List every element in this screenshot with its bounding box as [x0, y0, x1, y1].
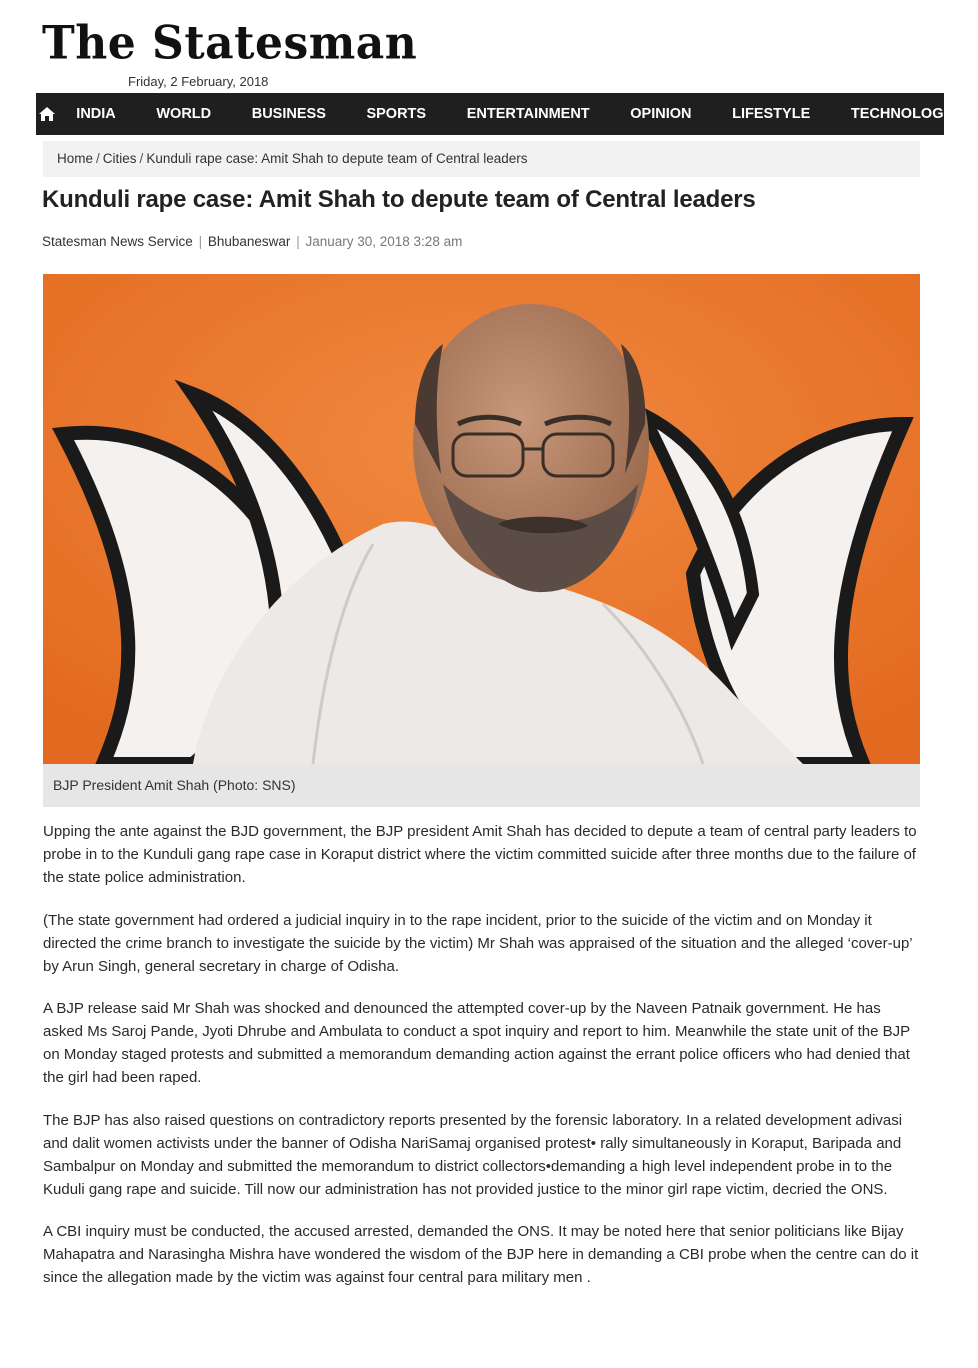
site-logo[interactable]: The Statesman	[42, 16, 418, 71]
article-title: Kunduli rape case: Amit Shah to depute team of Central leaders	[42, 186, 756, 213]
main-nav	[36, 93, 954, 135]
article-paragraph: (The state government had ordered a judicial inquiry in to the rape incident, prior to the suicide of the victim and on Monday it directed the crime branch to investigate the suicide by the victim) Mr Shah was appraised of the situation and the alleged ‘cover-up’ by Arun Singh, general secretary in charge of Odisha.	[43, 911, 913, 975]
nav-item-technology[interactable]: TECHNOLOGY	[850, 106, 954, 122]
byline: Statesman News Service | Bhubaneswar | January 30, 2018 3:28 am	[42, 234, 463, 249]
nav-item-business[interactable]: BUSINESS	[251, 106, 326, 122]
masthead	[42, 18, 417, 70]
image-caption: BJP President Amit Shah (Photo: SNS)	[43, 764, 920, 807]
nav-item-india[interactable]: INDIA	[76, 106, 116, 122]
nav-item-opinion[interactable]: OPINION	[630, 106, 692, 122]
home-icon[interactable]	[38, 93, 56, 135]
article-hero-image	[43, 274, 920, 764]
nav-item-world[interactable]: WORLD	[156, 106, 212, 122]
article-paragraph: The BJP has also raised questions on contradictory reports presented by the forensic laboratory. In a related development adivasi and dalit women activists under the banner of Odisha NariSamaj organised protest• rally simultaneously in Koraput, Baripada and Sambalpur on Monday and submitted the memorandum to district collectors•demanding a high level independent probe in to the Kuduli gang rape and suicide. Till now our administration has not provided justice to the minor girl rape victim, decried the ONS.	[43, 1111, 903, 1198]
nav-item-lifestyle[interactable]: LIFESTYLE	[732, 106, 811, 122]
article-paragraph: A CBI inquiry must be conducted, the accused arrested, demanded the ONS. It may be noted here that senior politicians like Bijay Mahapatra and Narasingha Mishra have wondered the wisdom of the BJP here in demanding a CBI probe when the centre can do it since the allegation made by the victim was against four central para military men .	[43, 1223, 919, 1286]
article-body	[43, 820, 923, 1309]
nav-item-entertainment[interactable]: ENTERTAINMENT	[466, 106, 590, 122]
breadcrumb-home[interactable]: Home	[57, 151, 94, 166]
location[interactable]: Bhubaneswar	[207, 234, 291, 249]
article-paragraph: Upping the ante against the BJD government, the BJP president Amit Shah has decided to depute a team of central party leaders to probe in to the Kunduli gang rape case in Koraput district where the victim committed suicide after three months due to the failure of the state police administration.	[43, 823, 917, 886]
breadcrumb-separator: /	[96, 151, 100, 166]
current-date: Friday, 2 February, 2018	[128, 74, 269, 89]
breadcrumb-section[interactable]: Cities	[102, 151, 137, 166]
nav-item-sports[interactable]: SPORTS	[366, 106, 427, 122]
breadcrumb	[43, 141, 920, 177]
article-paragraph: A BJP release said Mr Shah was shocked and denounced the attempted cover-up by the Naveen Patnaik government. He has asked Ms Saroj Pande, Jyoti Dhrube and Ambulata to conduct a spot inquiry and report to him. Meanwhile the state unit of the BJP on Monday staged protests and submitted a memorandum demanding action against the errant police officers who had denied that the girl had been raped.	[43, 1000, 910, 1086]
breadcrumb-current: Kunduli rape case: Amit Shah to depute team of Central leaders	[146, 151, 528, 166]
author[interactable]: Statesman News Service	[42, 234, 193, 249]
breadcrumb-separator: /	[139, 151, 144, 166]
timestamp: January 30, 2018 3:28 am	[305, 234, 463, 249]
